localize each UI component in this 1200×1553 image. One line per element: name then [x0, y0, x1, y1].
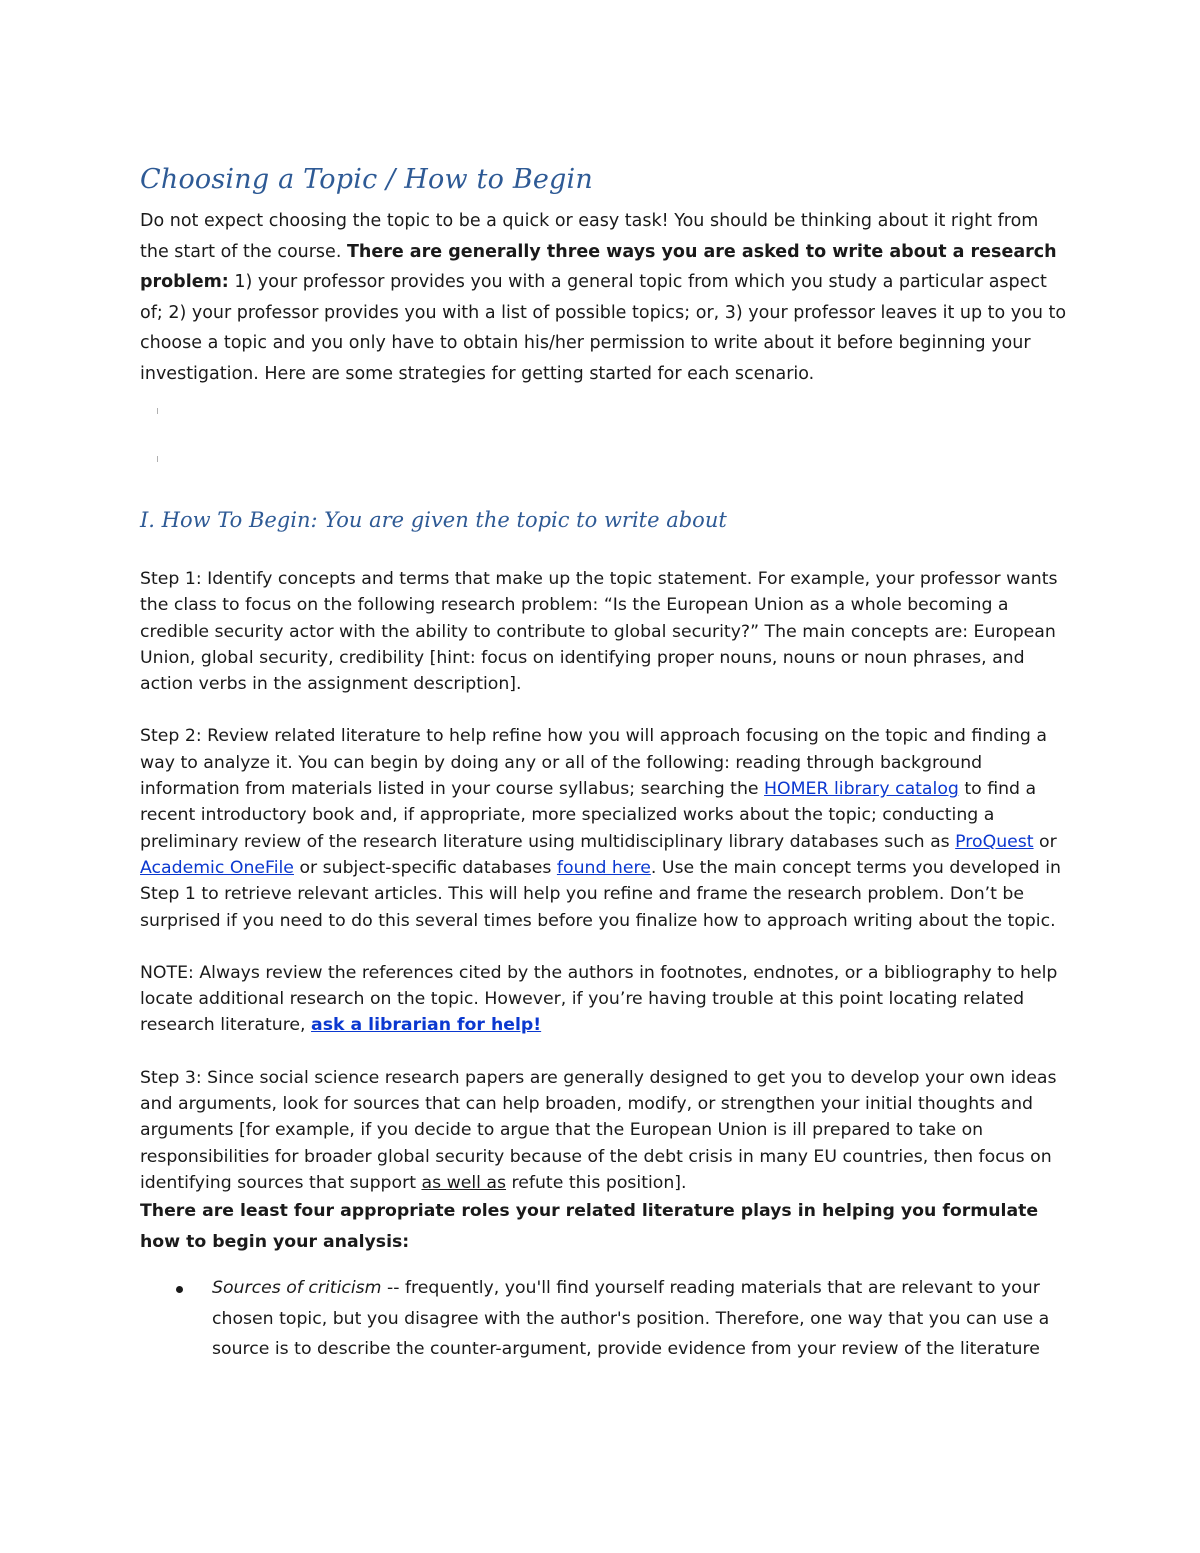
step-2-paragraph	[140, 723, 1075, 933]
academic-onefile-link[interactable]: Academic OneFile	[140, 857, 294, 878]
note-text: NOTE: Always review the references cited by the authors in footnotes, endnotes, or a bibliography to help locate additional research on the topic. However, if you’re having trouble at this point locating related research literature,	[140, 962, 1058, 1036]
empty-paragraph-marker	[157, 408, 158, 414]
intro-text-2: 1) your professor provides you with a general topic from which you study a particular aspect of; 2) your professor provides you with a list of possible topics; or, 3) your professor leaves it up to you to choose a topic and you only have to obtain his/her permission to write about it before beginning your investigation. Here are some strategies for getting started for each scenario.	[140, 272, 1067, 384]
databases-found-here-link[interactable]: found here	[556, 857, 651, 878]
page-title: Choosing a Topic / How to Begin	[140, 164, 593, 195]
homer-catalog-link[interactable]: HOMER library catalog	[764, 779, 959, 800]
list-item-text: -- frequently, you'll find yourself reading materials that are relevant to your chosen topic, but you disagree with the author's position. Therefore, one way that you can use a source is to describe the counter-argument, provide evidence from your review of the literature	[212, 1278, 1050, 1360]
empty-paragraph-marker	[157, 456, 158, 462]
roles-paragraph: There are least four appropriate roles your related literature plays in helping you formulate how to begin your analysis:	[140, 1201, 1039, 1252]
intro-paragraph	[140, 206, 1070, 389]
step-3-text: refute this position].	[506, 1172, 687, 1193]
step-2-text: or	[1033, 831, 1057, 852]
note-paragraph	[140, 960, 1075, 1039]
underlined-text: as well as	[421, 1172, 507, 1193]
step-2-text: Step 2: Review related literature to help refine how you will approach focusing on the topic and finding a way to analyze it. You can begin by doing any or all of the following: reading through background information from materials listed in your course syllabus; searching the	[140, 726, 1047, 800]
step-1-paragraph: Step 1: Identify concepts and terms that make up the topic statement. For example, your professor wants the class to focus on the following research problem: “Is the European Union as a whole becoming a credible security actor with the ability to contribute to global security?” The main concepts are: European Union, global security, credibility [hint: focus on identifying proper nouns, nouns or noun phrases, and action verbs in the assignment description].	[140, 569, 1058, 695]
roles-list	[140, 1273, 1075, 1365]
list-item	[140, 1273, 1075, 1365]
step-2-text: . Use the main concept terms you developed in Step 1 to retrieve relevant articles. This will help you refine and frame the research problem. Don’t be surprised if you need to do this several times before you finalize how to approach writing about the topic.	[140, 857, 1062, 931]
step-2-text: or subject-specific databases	[293, 857, 557, 878]
intro-text-1: Do not expect choosing the topic to be a quick or easy task! You should be thinking about it right from the start of the course.	[140, 211, 1039, 262]
step-3-text: Step 3: Since social science research papers are generally designed to get you to develop your own ideas and arguments, look for sources that can help broaden, modify, or strengthen your initial thoughts and arguments [for example, if you decide to argue that the European Union is ill prepared to take on responsibilities for broader global security because of the debt crisis in many EU countries, then focus on identifying sources that support	[140, 1067, 1057, 1193]
bullet-icon	[176, 1286, 183, 1293]
list-item-term: Sources of criticism	[212, 1278, 382, 1299]
step-3-paragraph	[140, 1065, 1075, 1196]
step-2-text: to find a recent introductory book and, if appropriate, more specialized works about the topic; conducting a preliminary review of the research literature using multidisciplinary library databases such as	[140, 779, 1037, 852]
proquest-link[interactable]: ProQuest	[955, 831, 1034, 852]
section-heading: I. How To Begin: You are given the topic to write about	[140, 508, 727, 532]
ask-librarian-link[interactable]: ask a librarian for help!	[311, 1015, 542, 1036]
section-body	[140, 566, 1075, 1365]
intro-bold-text: There are generally three ways you are asked to write about a research problem:	[140, 241, 1057, 292]
